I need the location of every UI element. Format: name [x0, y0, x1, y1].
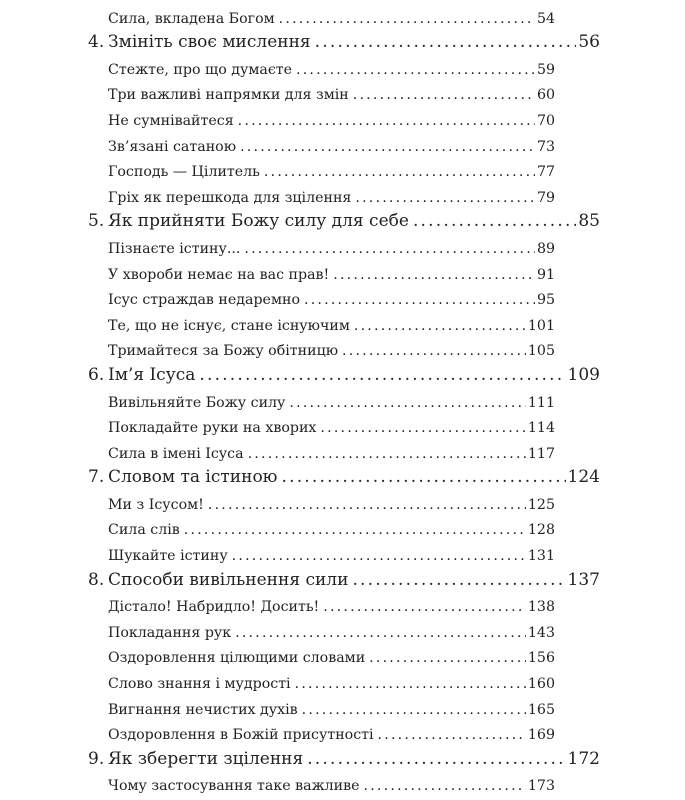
toc-entry: [108, 62, 555, 78]
toc-entry: [108, 267, 555, 283]
dot-leader: [264, 164, 535, 180]
toc-title: Те, що не існує, стане існуючим: [108, 317, 350, 334]
dot-leader: [232, 548, 526, 564]
toc-entry: [108, 650, 555, 666]
toc-title: Ім’я Ісуса: [108, 364, 196, 385]
table-of-contents: [0, 4, 685, 797]
toc-entry: [108, 395, 555, 411]
dot-leader: [307, 749, 565, 769]
toc-title: Гріх як перешкода для зцілення: [108, 189, 352, 206]
toc-entry: [108, 570, 600, 590]
toc-section-row[interactable]: [0, 260, 685, 286]
toc-entry: [108, 497, 555, 513]
toc-section-row[interactable]: [0, 439, 685, 465]
toc-title: Змініть своє мислення: [108, 32, 311, 53]
toc-title: Не сумнівайтеся: [108, 112, 234, 129]
page-number: 59: [536, 61, 555, 78]
toc-title: Сила слів: [108, 522, 180, 539]
toc-title: Шукайте істину: [108, 548, 228, 565]
toc-section-row[interactable]: [0, 388, 685, 414]
toc-entry: [108, 778, 555, 794]
page-number: 89: [536, 240, 555, 257]
toc-entry: [108, 241, 555, 257]
dot-leader: [333, 267, 535, 283]
dot-leader: [352, 570, 565, 590]
page-number: 117: [527, 445, 555, 462]
toc-section-row[interactable]: [0, 695, 685, 721]
page-number: 60: [536, 87, 555, 104]
page-number: 111: [527, 394, 555, 411]
page-number: 172: [567, 748, 600, 769]
toc-section-row[interactable]: [0, 593, 685, 619]
page-number: 101: [527, 317, 555, 334]
page-number: 169: [527, 727, 555, 744]
toc-title: Сила в імені Ісуса: [108, 445, 244, 462]
toc-title: Вивільняйте Божу силу: [108, 394, 286, 411]
toc-section-row[interactable]: [0, 644, 685, 670]
toc-title: Три важливі напрямки для змін: [108, 87, 349, 104]
page-number: 173: [527, 778, 555, 795]
toc-section-row[interactable]: [0, 516, 685, 542]
toc-entry: [108, 164, 555, 180]
toc-entry: [108, 625, 555, 641]
dot-leader: [248, 446, 526, 462]
toc-entry: [108, 749, 600, 769]
page-number: 79: [536, 189, 555, 206]
page-number: 125: [527, 496, 555, 513]
toc-title: Оздоровлення цілющими словами: [108, 650, 366, 667]
toc-section-row[interactable]: [0, 158, 685, 184]
page-number: 54: [536, 10, 555, 27]
dot-leader: [378, 727, 526, 743]
toc-section-row[interactable]: [0, 106, 685, 132]
page-number: 77: [536, 164, 555, 181]
toc-entry: [108, 343, 555, 359]
toc-entry: [108, 599, 555, 615]
chapter-number: 7.: [88, 467, 105, 488]
dot-leader: [304, 292, 535, 308]
dot-leader: [281, 467, 565, 487]
toc-title: Як прийняти Божу силу для себе: [108, 211, 409, 232]
page-number: 114: [527, 420, 555, 437]
toc-entry: [108, 139, 555, 155]
dot-leader: [355, 190, 535, 206]
dot-leader: [363, 778, 525, 794]
toc-title: Тримайтеся за Божу обітницю: [108, 343, 339, 360]
page-number: 85: [578, 211, 600, 232]
page-number: 105: [527, 343, 555, 360]
dot-leader: [208, 497, 526, 513]
toc-chapter-row[interactable]: [0, 746, 685, 772]
dot-leader: [323, 599, 526, 615]
toc-section-row[interactable]: [0, 4, 685, 30]
page-number: 124: [567, 467, 600, 488]
toc-section-row[interactable]: [0, 772, 685, 798]
toc-section-row[interactable]: [0, 490, 685, 516]
toc-entry: [108, 87, 555, 103]
dot-leader: [279, 11, 535, 27]
toc-section-row[interactable]: [0, 183, 685, 209]
page-number: 73: [536, 138, 555, 155]
toc-section-row[interactable]: [0, 618, 685, 644]
toc-entry: [108, 292, 555, 308]
chapter-number: 8.: [88, 569, 105, 590]
page-number: 95: [536, 292, 555, 309]
dot-leader: [320, 420, 525, 436]
dot-leader: [238, 113, 535, 129]
page-number: 128: [527, 522, 555, 539]
toc-section-row[interactable]: [0, 234, 685, 260]
dot-leader: [199, 365, 565, 385]
page-number: 91: [536, 266, 555, 283]
dot-leader: [296, 62, 535, 78]
toc-section-row[interactable]: [0, 541, 685, 567]
toc-title: Способи вивільнення сили: [108, 569, 349, 590]
toc-section-row[interactable]: [0, 721, 685, 747]
page-number: 138: [527, 599, 555, 616]
dot-leader: [315, 32, 577, 52]
toc-entry: [108, 32, 600, 52]
toc-section-row[interactable]: [0, 414, 685, 440]
dot-leader: [240, 139, 535, 155]
toc-title: Оздоровлення в Божій присутності: [108, 727, 374, 744]
page-number: 143: [527, 624, 555, 641]
toc-entry: [108, 522, 555, 538]
toc-entry: [108, 113, 555, 129]
dot-leader: [289, 395, 526, 411]
chapter-number: 4.: [88, 32, 105, 53]
toc-title: Пізнаєте істину...: [108, 240, 241, 257]
toc-section-row[interactable]: [0, 132, 685, 158]
page-number: 109: [567, 364, 600, 385]
toc-title: У хвороби немає на вас прав!: [108, 266, 330, 283]
dot-leader: [369, 650, 526, 666]
toc-title: Сила, вкладена Богом: [108, 10, 275, 27]
toc-chapter-row[interactable]: [0, 209, 685, 235]
dot-leader: [184, 522, 526, 538]
toc-entry: [108, 318, 555, 334]
toc-chapter-row[interactable]: [0, 30, 685, 56]
toc-section-row[interactable]: [0, 286, 685, 312]
toc-chapter-row[interactable]: [0, 465, 685, 491]
toc-section-row[interactable]: [0, 311, 685, 337]
toc-section-row[interactable]: [0, 81, 685, 107]
toc-chapter-row[interactable]: [0, 567, 685, 593]
toc-entry: [108, 420, 555, 436]
toc-entry: [108, 548, 555, 564]
toc-entry: [108, 467, 600, 487]
dot-leader: [342, 343, 526, 359]
page-number: 70: [536, 112, 555, 129]
toc-title: Стежте, про що думаєте: [108, 61, 293, 78]
toc-title: Вигнання нечистих духів: [108, 701, 298, 718]
dot-leader: [244, 241, 535, 257]
toc-title: Ісус страждав недаремно: [108, 292, 300, 309]
toc-title: Покладайте руки на хворих: [108, 420, 317, 437]
dot-leader: [302, 702, 526, 718]
toc-entry: [108, 190, 555, 206]
chapter-number: 6.: [88, 364, 105, 385]
toc-title: Як зберегти зцілення: [108, 748, 304, 769]
toc-entry: [108, 702, 555, 718]
page-number: 165: [527, 701, 555, 718]
toc-title: Чому застосування таке важливе: [108, 778, 360, 795]
toc-entry: [108, 11, 555, 27]
dot-leader: [413, 211, 576, 231]
toc-title: Покладання рук: [108, 624, 232, 641]
page-number: 156: [527, 650, 555, 667]
dot-leader: [295, 676, 526, 692]
toc-entry: [108, 727, 555, 743]
toc-entry: [108, 211, 600, 231]
dot-leader: [354, 318, 526, 334]
toc-entry: [108, 446, 555, 462]
dot-leader: [235, 625, 526, 641]
toc-entry: [108, 365, 600, 385]
page-number: 160: [527, 676, 555, 693]
page-number: 56: [578, 32, 600, 53]
toc-title: Господь — Цілитель: [108, 164, 260, 181]
toc-section-row[interactable]: [0, 337, 685, 363]
chapter-number: 5.: [88, 211, 105, 232]
toc-entry: [108, 676, 555, 692]
toc-title: Дістало! Набридло! Досить!: [108, 599, 320, 616]
toc-title: Слово знання і мудрості: [108, 676, 291, 693]
toc-title: Словом та істиною: [108, 467, 278, 488]
toc-chapter-row[interactable]: [0, 362, 685, 388]
toc-section-row[interactable]: [0, 55, 685, 81]
chapter-number: 9.: [88, 748, 105, 769]
page-number: 131: [527, 548, 555, 565]
dot-leader: [353, 87, 535, 103]
page-number: 137: [567, 569, 600, 590]
toc-title: Ми з Ісусом!: [108, 496, 204, 513]
toc-title: Зв’язані сатаною: [108, 138, 237, 155]
toc-section-row[interactable]: [0, 669, 685, 695]
